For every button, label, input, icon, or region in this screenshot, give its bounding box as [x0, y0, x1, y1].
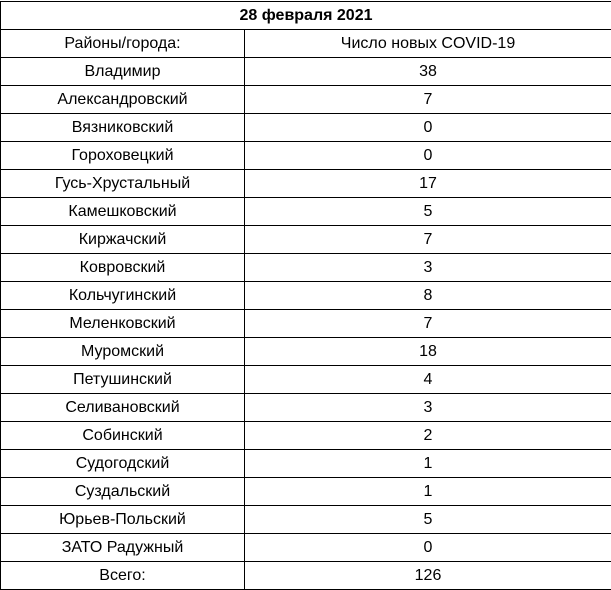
district-name: Муромский — [1, 338, 245, 366]
total-label: Всего: — [1, 562, 245, 590]
covid-cases-table — [0, 1, 611, 590]
table-row — [1, 198, 611, 226]
case-count: 18 — [245, 338, 611, 366]
table-row — [1, 58, 611, 86]
district-name: ЗАТО Радужный — [1, 534, 245, 562]
table-row — [1, 478, 611, 506]
header-row — [1, 30, 611, 58]
table-body — [1, 2, 611, 590]
table-row — [1, 534, 611, 562]
district-name: Собинский — [1, 422, 245, 450]
case-count: 5 — [245, 198, 611, 226]
district-name: Судогодский — [1, 450, 245, 478]
case-count: 1 — [245, 450, 611, 478]
district-name: Юрьев-Польский — [1, 506, 245, 534]
district-name: Камешковский — [1, 198, 245, 226]
case-count: 5 — [245, 506, 611, 534]
case-count: 4 — [245, 366, 611, 394]
district-name: Кольчугинский — [1, 282, 245, 310]
district-name: Киржачский — [1, 226, 245, 254]
table-row — [1, 506, 611, 534]
table-row — [1, 142, 611, 170]
table-row — [1, 422, 611, 450]
table-row — [1, 338, 611, 366]
table-row — [1, 170, 611, 198]
table-row — [1, 86, 611, 114]
table-row — [1, 394, 611, 422]
table-title: 28 февраля 2021 — [1, 2, 611, 30]
total-row — [1, 562, 611, 590]
header-district: Районы/города: — [1, 30, 245, 58]
district-name: Меленковский — [1, 310, 245, 338]
table-row — [1, 282, 611, 310]
case-count: 0 — [245, 534, 611, 562]
district-name: Гусь-Хрустальный — [1, 170, 245, 198]
table-row — [1, 310, 611, 338]
case-count: 2 — [245, 422, 611, 450]
district-name: Владимир — [1, 58, 245, 86]
table-row — [1, 254, 611, 282]
header-count: Число новых COVID-19 — [245, 30, 611, 58]
district-name: Вязниковский — [1, 114, 245, 142]
table-row — [1, 114, 611, 142]
title-row — [1, 2, 611, 30]
table-row — [1, 226, 611, 254]
district-name: Селивановский — [1, 394, 245, 422]
district-name: Александровский — [1, 86, 245, 114]
table-row — [1, 366, 611, 394]
case-count: 7 — [245, 310, 611, 338]
case-count: 0 — [245, 114, 611, 142]
district-name: Гороховецкий — [1, 142, 245, 170]
case-count: 3 — [245, 254, 611, 282]
case-count: 1 — [245, 478, 611, 506]
district-name: Петушинский — [1, 366, 245, 394]
table-row — [1, 450, 611, 478]
total-count: 126 — [245, 562, 611, 590]
district-name: Ковровский — [1, 254, 245, 282]
case-count: 17 — [245, 170, 611, 198]
case-count: 8 — [245, 282, 611, 310]
case-count: 7 — [245, 226, 611, 254]
district-name: Суздальский — [1, 478, 245, 506]
case-count: 7 — [245, 86, 611, 114]
case-count: 38 — [245, 58, 611, 86]
case-count: 0 — [245, 142, 611, 170]
case-count: 3 — [245, 394, 611, 422]
